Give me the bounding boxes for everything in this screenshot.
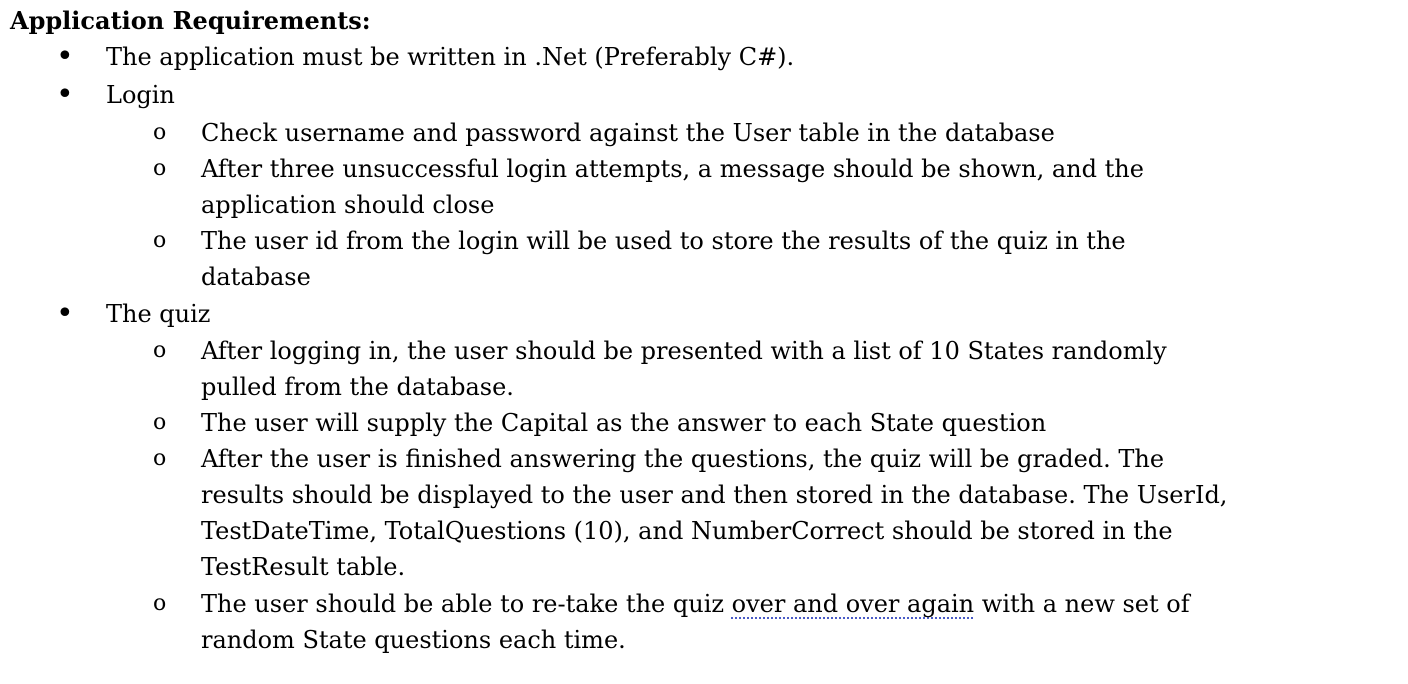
bullet-icon: • [56, 296, 74, 331]
quiz-grading-line3: TestDateTime, TotalQuestions (10), and NumberCorrect should be stored in the [201, 517, 1173, 545]
quiz-grading-line2: results should be displayed to the user and then stored in the database. The UserId, [201, 481, 1228, 509]
sub-bullet-icon: o [153, 410, 167, 435]
sub-bullet-icon: o [153, 228, 167, 253]
login-attempts-line2: application should close [201, 191, 495, 219]
sub-bullet-icon: o [153, 591, 167, 616]
document-heading: Application Requirements: [10, 6, 371, 35]
login-check-credentials: Check username and password against the User table in the database [201, 119, 1055, 147]
login-userid-line1: The user id from the login will be used to store the results of the quiz in the [201, 227, 1126, 255]
requirement-quiz: The quiz [106, 300, 211, 328]
quiz-retake-line1 [201, 586, 1190, 622]
grammar-flagged-phrase[interactable]: over and over again [731, 590, 975, 618]
quiz-retake-text-end: with a new set of [974, 590, 1190, 618]
sub-bullet-icon: o [153, 156, 167, 181]
bullet-icon: • [56, 77, 74, 112]
bullet-icon: • [56, 39, 74, 74]
sub-bullet-icon: o [153, 120, 167, 145]
quiz-states-line1: After logging in, the user should be presented with a list of 10 States randomly [201, 337, 1167, 365]
sub-bullet-icon: o [153, 338, 167, 363]
quiz-retake-line2: random State questions each time. [201, 626, 626, 654]
quiz-capital-answer: The user will supply the Capital as the answer to each State question [201, 409, 1047, 437]
requirement-login: Login [106, 81, 175, 109]
login-userid-line2: database [201, 263, 311, 291]
login-attempts-line1: After three unsuccessful login attempts, a message should be shown, and the [201, 155, 1144, 183]
quiz-states-line2: pulled from the database. [201, 373, 514, 401]
requirement-language: The application must be written in .Net (Preferably C#). [106, 43, 795, 71]
quiz-retake-text-start: The user should be able to re-take the quiz [201, 590, 732, 618]
quiz-grading-line1: After the user is finished answering the questions, the quiz will be graded. The [201, 445, 1165, 473]
quiz-grading-line4: TestResult table. [201, 553, 406, 581]
sub-bullet-icon: o [153, 446, 167, 471]
